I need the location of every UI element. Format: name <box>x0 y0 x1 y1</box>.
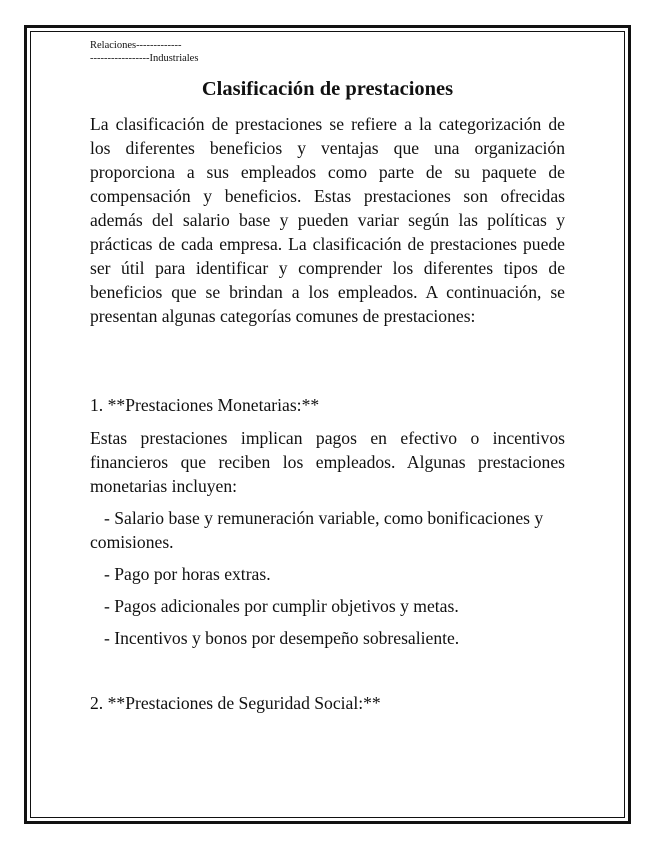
list-item: - Pago por horas extras. <box>104 564 271 584</box>
header-line-2: -----------------Industriales <box>90 53 199 64</box>
intro-paragraph: La clasificación de prestaciones se refiere a la categorización de los diferentes beneficios y ventajas que una organización proporciona a sus empleados como parte de su paquete de compensación y beneficios. Estas prestaciones son ofrecidas además del salario base y pueden variar según las políticas y prácticas de cada empresa. La clasificación de prestaciones puede ser útil para identificar y comprender los diferentes tipos de beneficios que se brindan a los empleados. A continuación, se presentan algunas categorías comunes de prestaciones: <box>90 114 565 326</box>
list-item: - Salario base y remuneración variable, como bonificaciones y comisiones. <box>90 508 544 552</box>
list-item: - Pagos adicionales por cumplir objetivos y metas. <box>104 596 459 616</box>
header-line-1: Relaciones------------- <box>90 40 182 51</box>
running-header <box>90 39 198 65</box>
section-1-description: Estas prestaciones implican pagos en efectivo o incentivos financieros que reciben los empleados. Algunas prestaciones monetarias incluyen: <box>90 428 565 496</box>
section-1-heading: 1. **Prestaciones Monetarias:** <box>90 395 320 415</box>
section-2-heading: 2. **Prestaciones de Seguridad Social:** <box>90 693 381 713</box>
page-title: Clasificación de prestaciones <box>201 78 454 100</box>
list-item: - Incentivos y bonos por desempeño sobresaliente. <box>104 628 460 648</box>
